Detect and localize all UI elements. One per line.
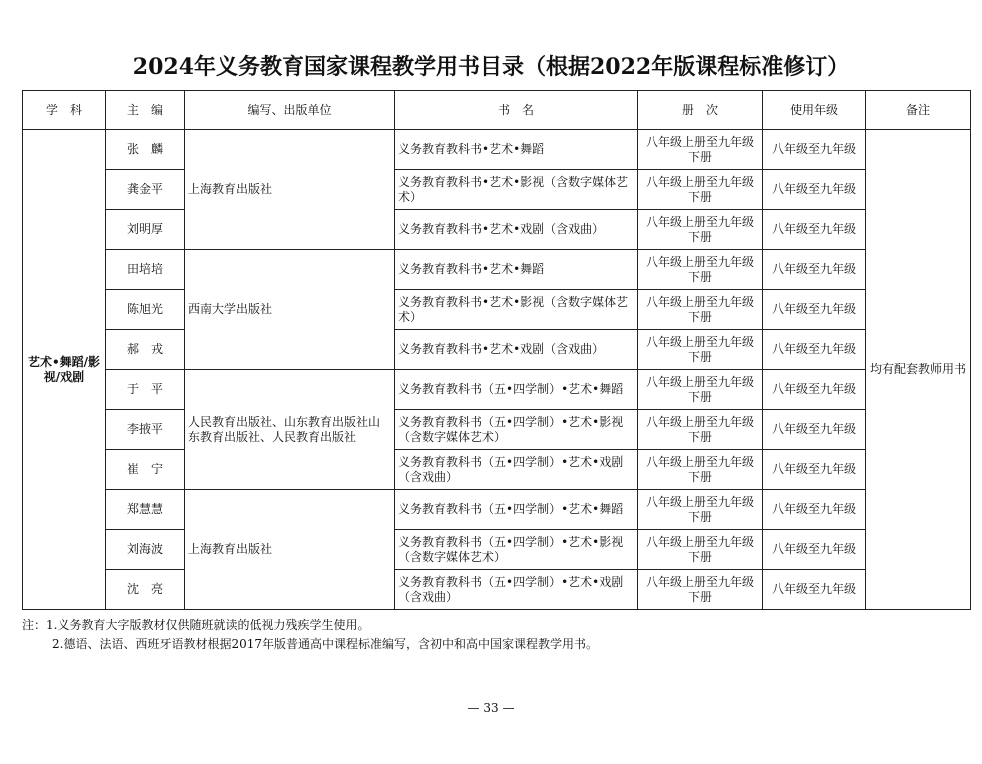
grade-cell: 八年级至九年级 bbox=[763, 530, 866, 570]
table-row bbox=[23, 450, 971, 490]
book-cell: 义务教育教科书•艺术•影视（含数字媒体艺术） bbox=[395, 290, 638, 330]
grade-cell: 八年级至九年级 bbox=[763, 370, 866, 410]
publisher-cell: 西南大学出版社 bbox=[185, 250, 395, 370]
volume-cell: 八年级上册至九年级下册 bbox=[638, 210, 763, 250]
volume-cell: 八年级上册至九年级下册 bbox=[638, 490, 763, 530]
publisher-cell: 上海教育出版社 bbox=[185, 490, 395, 610]
volume-cell: 八年级上册至九年级下册 bbox=[638, 250, 763, 290]
table-row bbox=[23, 530, 971, 570]
grade-cell: 八年级至九年级 bbox=[763, 330, 866, 370]
header-grade: 使用年级 bbox=[763, 91, 866, 130]
grade-cell: 八年级至九年级 bbox=[763, 130, 866, 170]
header-remark: 备注 bbox=[866, 91, 971, 130]
table-row bbox=[23, 330, 971, 370]
editor-cell: 于 平 bbox=[106, 370, 185, 410]
book-cell: 义务教育教科书•艺术•戏剧（含戏曲） bbox=[395, 210, 638, 250]
header-volume: 册 次 bbox=[638, 91, 763, 130]
grade-cell: 八年级至九年级 bbox=[763, 170, 866, 210]
book-cell: 义务教育教科书（五•四学制）•艺术•舞蹈 bbox=[395, 370, 638, 410]
editor-cell: 田培培 bbox=[106, 250, 185, 290]
table-row bbox=[23, 130, 971, 170]
volume-cell: 八年级上册至九年级下册 bbox=[638, 570, 763, 610]
table-row bbox=[23, 170, 971, 210]
table-row bbox=[23, 370, 971, 410]
catalog-table bbox=[22, 90, 971, 610]
editor-cell: 郝 戎 bbox=[106, 330, 185, 370]
volume-cell: 八年级上册至九年级下册 bbox=[638, 530, 763, 570]
editor-cell: 沈 亮 bbox=[106, 570, 185, 610]
footnote-1: 注：1.义务教育大字版教材仅供随班就读的低视力残疾学生使用。 bbox=[22, 618, 370, 632]
book-cell: 义务教育教科书•艺术•舞蹈 bbox=[395, 250, 638, 290]
book-cell: 义务教育教科书•艺术•影视（含数字媒体艺术） bbox=[395, 170, 638, 210]
volume-cell: 八年级上册至九年级下册 bbox=[638, 370, 763, 410]
volume-cell: 八年级上册至九年级下册 bbox=[638, 450, 763, 490]
header-publisher: 编写、出版单位 bbox=[185, 91, 395, 130]
header-book: 书 名 bbox=[395, 91, 638, 130]
volume-cell: 八年级上册至九年级下册 bbox=[638, 330, 763, 370]
page-number: — 33 — bbox=[467, 701, 515, 715]
editor-cell: 李掖平 bbox=[106, 410, 185, 450]
subject-cell: 艺术•舞蹈/影视/戏剧 bbox=[23, 130, 106, 610]
book-cell: 义务教育教科书（五•四学制）•艺术•戏剧（含戏曲） bbox=[395, 450, 638, 490]
table-row bbox=[23, 570, 971, 610]
grade-cell: 八年级至九年级 bbox=[763, 410, 866, 450]
table-row bbox=[23, 290, 971, 330]
editor-cell: 陈旭光 bbox=[106, 290, 185, 330]
header-editor: 主 编 bbox=[106, 91, 185, 130]
book-cell: 义务教育教科书（五•四学制）•艺术•舞蹈 bbox=[395, 490, 638, 530]
grade-cell: 八年级至九年级 bbox=[763, 250, 866, 290]
table-row bbox=[23, 490, 971, 530]
book-cell: 义务教育教科书（五•四学制）•艺术•戏剧（含戏曲） bbox=[395, 570, 638, 610]
book-cell: 义务教育教科书•艺术•戏剧（含戏曲） bbox=[395, 330, 638, 370]
publisher-cell: 人民教育出版社、山东教育出版社山东教育出版社、人民教育出版社 bbox=[185, 370, 395, 490]
volume-cell: 八年级上册至九年级下册 bbox=[638, 410, 763, 450]
editor-cell: 刘明厚 bbox=[106, 210, 185, 250]
header-row bbox=[23, 91, 971, 130]
editor-cell: 张 麟 bbox=[106, 130, 185, 170]
editor-cell: 郑慧慧 bbox=[106, 490, 185, 530]
book-cell: 义务教育教科书•艺术•舞蹈 bbox=[395, 130, 638, 170]
grade-cell: 八年级至九年级 bbox=[763, 210, 866, 250]
grade-cell: 八年级至九年级 bbox=[763, 490, 866, 530]
table-row bbox=[23, 410, 971, 450]
book-cell: 义务教育教科书（五•四学制）•艺术•影视（含数字媒体艺术） bbox=[395, 530, 638, 570]
footnotes bbox=[22, 616, 970, 654]
publisher-cell: 上海教育出版社 bbox=[185, 130, 395, 250]
footnote-2: 2.德语、法语、西班牙语教材根据2017年版普通高中课程标准编写，含初中和高中国家课程教学用书。 bbox=[52, 637, 598, 651]
grade-cell: 八年级至九年级 bbox=[763, 290, 866, 330]
editor-cell: 刘海波 bbox=[106, 530, 185, 570]
volume-cell: 八年级上册至九年级下册 bbox=[638, 170, 763, 210]
volume-cell: 八年级上册至九年级下册 bbox=[638, 130, 763, 170]
table-row bbox=[23, 250, 971, 290]
table-row bbox=[23, 210, 971, 250]
grade-cell: 八年级至九年级 bbox=[763, 450, 866, 490]
remark-cell: 均有配套教师用书 bbox=[866, 130, 971, 610]
grade-cell: 八年级至九年级 bbox=[763, 570, 866, 610]
header-subject: 学 科 bbox=[23, 91, 106, 130]
book-cell: 义务教育教科书（五•四学制）•艺术•影视（含数字媒体艺术） bbox=[395, 410, 638, 450]
page-title: 2024年义务教育国家课程教学用书目录（根据2022年版课程标准修订） bbox=[132, 54, 850, 80]
volume-cell: 八年级上册至九年级下册 bbox=[638, 290, 763, 330]
editor-cell: 龚金平 bbox=[106, 170, 185, 210]
editor-cell: 崔 宁 bbox=[106, 450, 185, 490]
